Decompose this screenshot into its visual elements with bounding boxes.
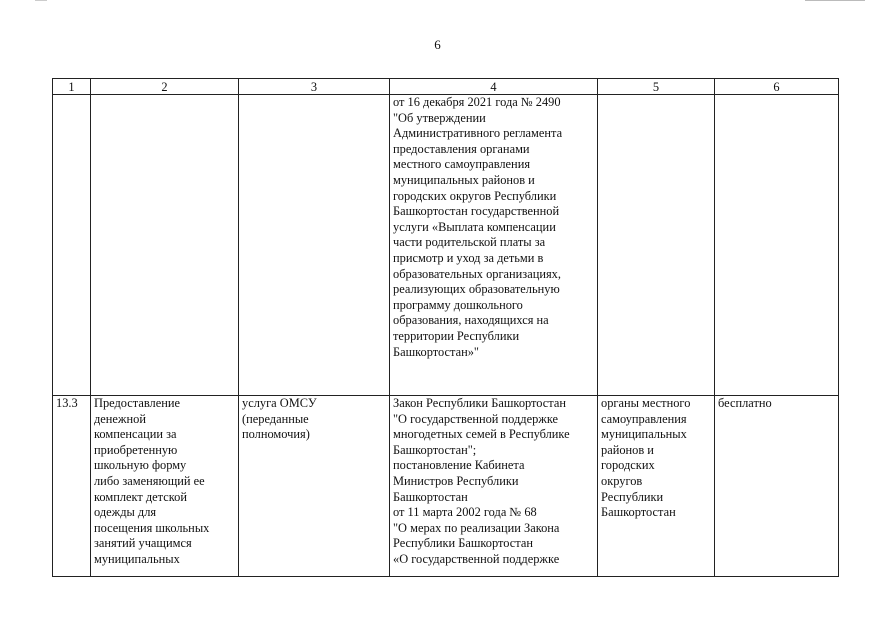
service-name-cell: Предоставление денежной компенсации за приобретенную школьную форму либо заменяющий ее комплект детской одежды для посещения школьных занятий учащимся муниципальных	[91, 396, 239, 577]
page-number: 6	[434, 37, 441, 52]
row-number-cell: 13.3	[53, 396, 91, 577]
table-row	[53, 396, 839, 577]
provider-cell: органы местного самоуправления муниципальных районов и городских округов Республики Башкортостан	[598, 396, 715, 577]
column-header: 3	[239, 79, 390, 95]
column-header: 6	[715, 79, 839, 95]
provider-cell	[598, 95, 715, 396]
scan-edge-mark	[35, 0, 47, 1]
column-header: 2	[91, 79, 239, 95]
column-header: 4	[390, 79, 598, 95]
table-row	[53, 95, 839, 396]
legal-basis-cell: от 16 декабря 2021 года № 2490 "Об утверждении Административного регламента предоставления органами местного самоуправления муниципальных районов и городских округов Республики Башкортостан государственной услуги «Выплата компенсации части родительской платы за присмотр и уход за детьми в образовательных организациях, реализующих образовательную программу дошкольного образования, находящихся на территории Республики Башкортостан»"	[390, 95, 598, 396]
service-type-cell	[239, 95, 390, 396]
legal-basis-cell: Закон Республики Башкортостан "О государственной поддержке многодетных семей в Республике Башкортостан"; постановление Кабинета Министров Республики Башкортостан от 11 марта 2002 года № 68 "О мерах по реализации Закона Республики Башкортостан «О государственной поддержке	[390, 396, 598, 577]
service-name-cell	[91, 95, 239, 396]
row-number-cell	[53, 95, 91, 396]
fee-cell	[715, 95, 839, 396]
service-type-cell: услуга ОМСУ (переданные полномочия)	[239, 396, 390, 577]
services-table	[52, 78, 839, 577]
table-header-row	[53, 79, 839, 95]
scan-edge-mark	[805, 0, 865, 1]
fee-cell: бесплатно	[715, 396, 839, 577]
column-header: 1	[53, 79, 91, 95]
column-header: 5	[598, 79, 715, 95]
